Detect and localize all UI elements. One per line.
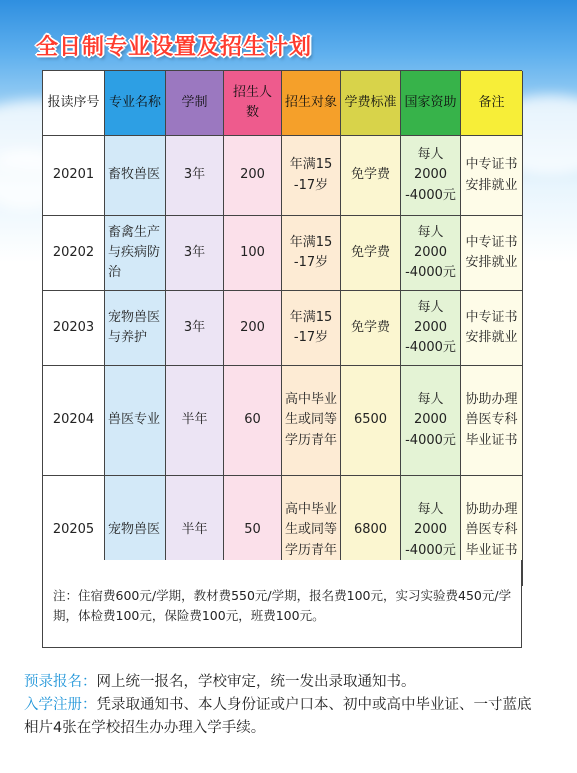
cell-tuition: 6500 (341, 366, 401, 476)
cell-serial-number: 20203 (43, 291, 105, 366)
fee-note: 注：住宿费600元/学期，教材费550元/学期，报名费100元，实习实验费450元/学期，体检费100元，保险费100元，班费100元。 (42, 560, 522, 648)
header-tuition: 学费标准 (341, 71, 401, 136)
cell-duration: 3年 (166, 291, 224, 366)
header-serial-number: 报读序号 (43, 71, 105, 136)
enrollment-plan-table (42, 70, 522, 560)
cell-major-name: 畜禽生产与疾病防治 (105, 216, 166, 291)
cell-enrollment-count: 200 (224, 136, 282, 216)
cell-major-name: 兽医专业 (105, 366, 166, 476)
cell-serial-number: 20202 (43, 216, 105, 291)
enrollment-registration-label: 入学注册： (24, 696, 97, 713)
header-remarks: 备注 (461, 71, 523, 136)
cell-tuition: 免学费 (341, 136, 401, 216)
header-enrollment-count: 招生人数 (224, 71, 282, 136)
cell-tuition: 免学费 (341, 291, 401, 366)
cell-remarks: 协助办理 兽医专科 毕业证书 (461, 366, 523, 476)
cell-target-students: 年满15 -17岁 (282, 291, 341, 366)
enrollment-registration-text: 凭录取通知书、本人身份证或户口本、初中或高中毕业证、一寸蓝底相片4张在学校招生办办理入学手续。 (24, 696, 532, 736)
header-duration: 学制 (166, 71, 224, 136)
page-title: 全日制专业设置及招生计划 (36, 35, 313, 60)
cell-enrollment-count: 60 (224, 366, 282, 476)
header-target-students: 招生对象 (282, 71, 341, 136)
cell-target-students: 高中毕业生或同等学历青年 (282, 366, 341, 476)
cell-state-aid: 每人2000 -4000元 (401, 476, 461, 586)
cell-tuition: 免学费 (341, 216, 401, 291)
cell-state-aid: 每人2000 -4000元 (401, 216, 461, 291)
header-major-name: 专业名称 (105, 71, 166, 136)
cell-major-name: 宠物兽医与养护 (105, 291, 166, 366)
cell-target-students: 年满15 -17岁 (282, 136, 341, 216)
cell-enrollment-count: 200 (224, 291, 282, 366)
pre-registration-text: 网上统一报名，学校审定，统一发出录取通知书。 (96, 674, 416, 690)
cell-duration: 3年 (166, 136, 224, 216)
cell-remarks: 协助办理 兽医专科 毕业证书 (461, 476, 523, 586)
cell-target-students: 高中毕业生或同等学历青年 (282, 476, 341, 586)
cell-enrollment-count: 100 (224, 216, 282, 291)
pre-registration-paragraph (24, 671, 544, 694)
cell-enrollment-count: 50 (224, 476, 282, 586)
enrollment-registration-paragraph (24, 694, 544, 740)
cell-state-aid: 每人2000 -4000元 (401, 366, 461, 476)
cell-duration: 半年 (166, 366, 224, 476)
cell-serial-number: 20205 (43, 476, 105, 586)
cell-duration: 3年 (166, 216, 224, 291)
cell-serial-number: 20204 (43, 366, 105, 476)
cell-major-name: 畜牧兽医 (105, 136, 166, 216)
pre-registration-label: 预录报名： (24, 674, 97, 690)
cell-remarks: 中专证书 安排就业 (461, 291, 523, 366)
cell-duration: 半年 (166, 476, 224, 586)
cell-state-aid: 每人2000 -4000元 (401, 136, 461, 216)
cell-remarks: 中专证书 安排就业 (461, 136, 523, 216)
cell-major-name: 宠物兽医 (105, 476, 166, 586)
cell-state-aid: 每人2000 -4000元 (401, 291, 461, 366)
cell-serial-number: 20201 (43, 136, 105, 216)
cell-tuition: 6800 (341, 476, 401, 586)
cell-target-students: 年满15 -17岁 (282, 216, 341, 291)
registration-info (24, 671, 544, 740)
cell-remarks: 中专证书 安排就业 (461, 216, 523, 291)
header-state-aid: 国家资助 (401, 71, 461, 136)
